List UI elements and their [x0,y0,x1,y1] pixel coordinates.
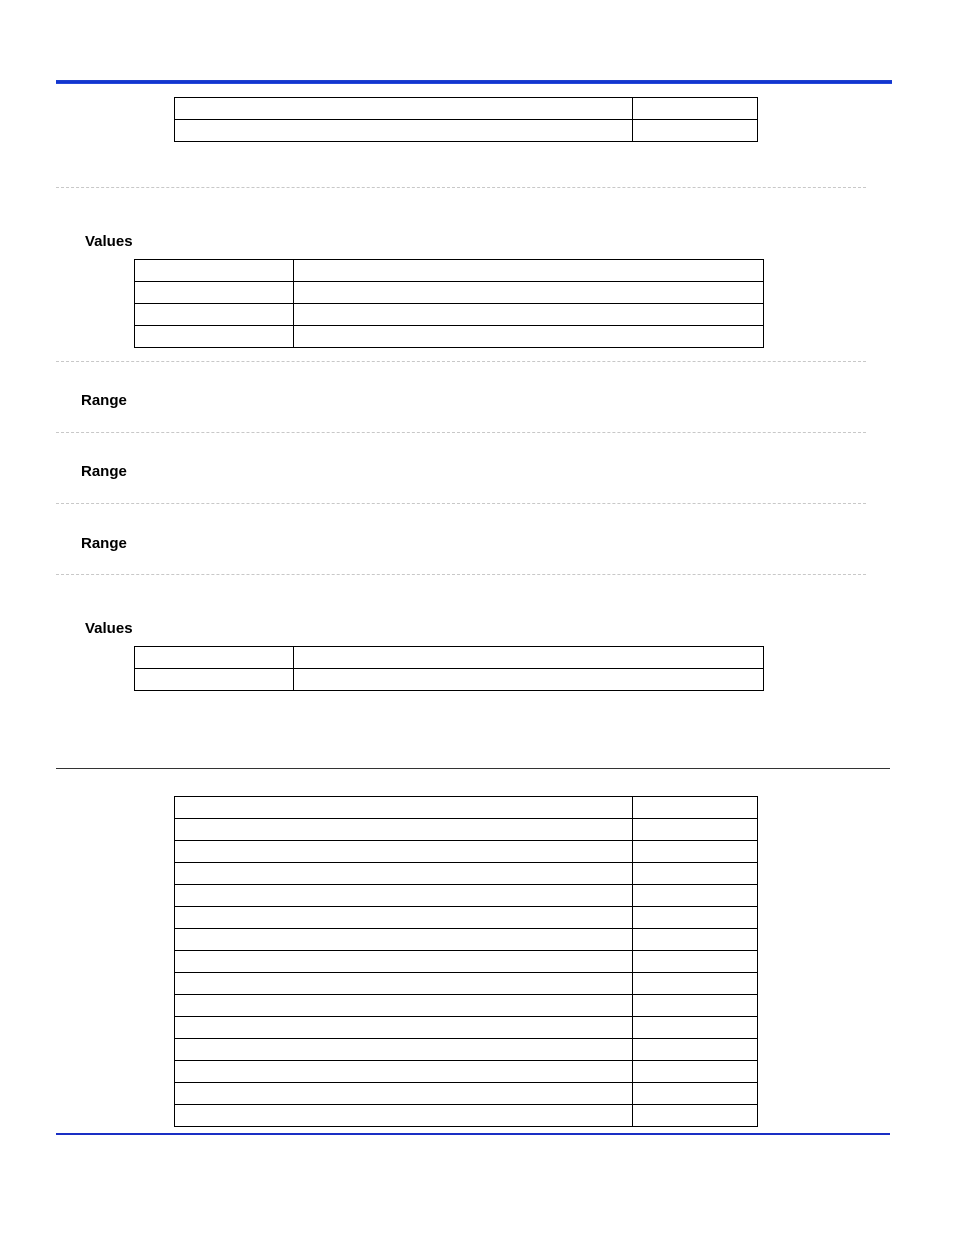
table-cell [294,282,764,304]
table-cell [175,973,633,995]
section-divider [56,187,866,188]
table-cell [633,995,758,1017]
table-row [135,304,764,326]
table-cell [633,929,758,951]
table-cell [633,797,758,819]
values-heading: Values [85,233,133,250]
table-row [175,951,758,973]
table-cell [175,819,633,841]
table-cell [633,973,758,995]
table-row [135,669,764,691]
table-row [175,841,758,863]
table-row [135,647,764,669]
values-table [134,646,764,691]
table-cell [633,951,758,973]
table-row [175,1017,758,1039]
table-cell [135,669,294,691]
section-divider [56,503,866,504]
values-heading: Values [85,620,133,637]
table-cell [175,1105,633,1127]
table-cell [633,1039,758,1061]
table-cell [294,326,764,348]
table-row [175,1061,758,1083]
table-cell [633,819,758,841]
table-cell [135,304,294,326]
section-divider [56,361,866,362]
table-row [175,1105,758,1127]
table-cell [294,647,764,669]
section-divider [56,574,866,575]
table-row [135,260,764,282]
table-cell [175,98,633,120]
table-row [175,1039,758,1061]
table-cell [175,995,633,1017]
range-heading: Range [81,535,127,552]
table-row [175,929,758,951]
table-cell [135,282,294,304]
table-row [175,907,758,929]
table-cell [633,1061,758,1083]
table-row [135,282,764,304]
section-divider [56,432,866,433]
table-cell [294,669,764,691]
table-row [175,973,758,995]
table-cell [633,1017,758,1039]
table-row [175,995,758,1017]
table-cell [633,885,758,907]
table-cell [175,841,633,863]
table-cell [175,797,633,819]
table-cell [294,260,764,282]
table-row [175,1083,758,1105]
table-cell [294,304,764,326]
table-cell [135,260,294,282]
table-cell [633,863,758,885]
table-cell [175,907,633,929]
table-cell [633,1083,758,1105]
table-cell [175,1061,633,1083]
table-cell [175,929,633,951]
table-cell [175,1017,633,1039]
table-cell [633,120,758,142]
table-row [175,120,758,142]
values-table [134,259,764,348]
table-cell [175,1083,633,1105]
section-rule [56,768,890,769]
table-row [175,98,758,120]
table-cell [135,647,294,669]
table-row [175,885,758,907]
table-cell [135,326,294,348]
table-row [135,326,764,348]
table-row [175,819,758,841]
table-cell [633,907,758,929]
table-row [175,863,758,885]
header-rule [56,80,892,84]
table-cell [175,885,633,907]
table-row [175,797,758,819]
table-cell [633,841,758,863]
table-cell [175,863,633,885]
top-table [174,97,758,142]
table-cell [633,1105,758,1127]
bottom-table [174,796,758,1127]
table-cell [633,98,758,120]
table-cell [175,1039,633,1061]
table-cell [175,951,633,973]
table-cell [175,120,633,142]
range-heading: Range [81,463,127,480]
footer-rule [56,1133,890,1135]
range-heading: Range [81,392,127,409]
